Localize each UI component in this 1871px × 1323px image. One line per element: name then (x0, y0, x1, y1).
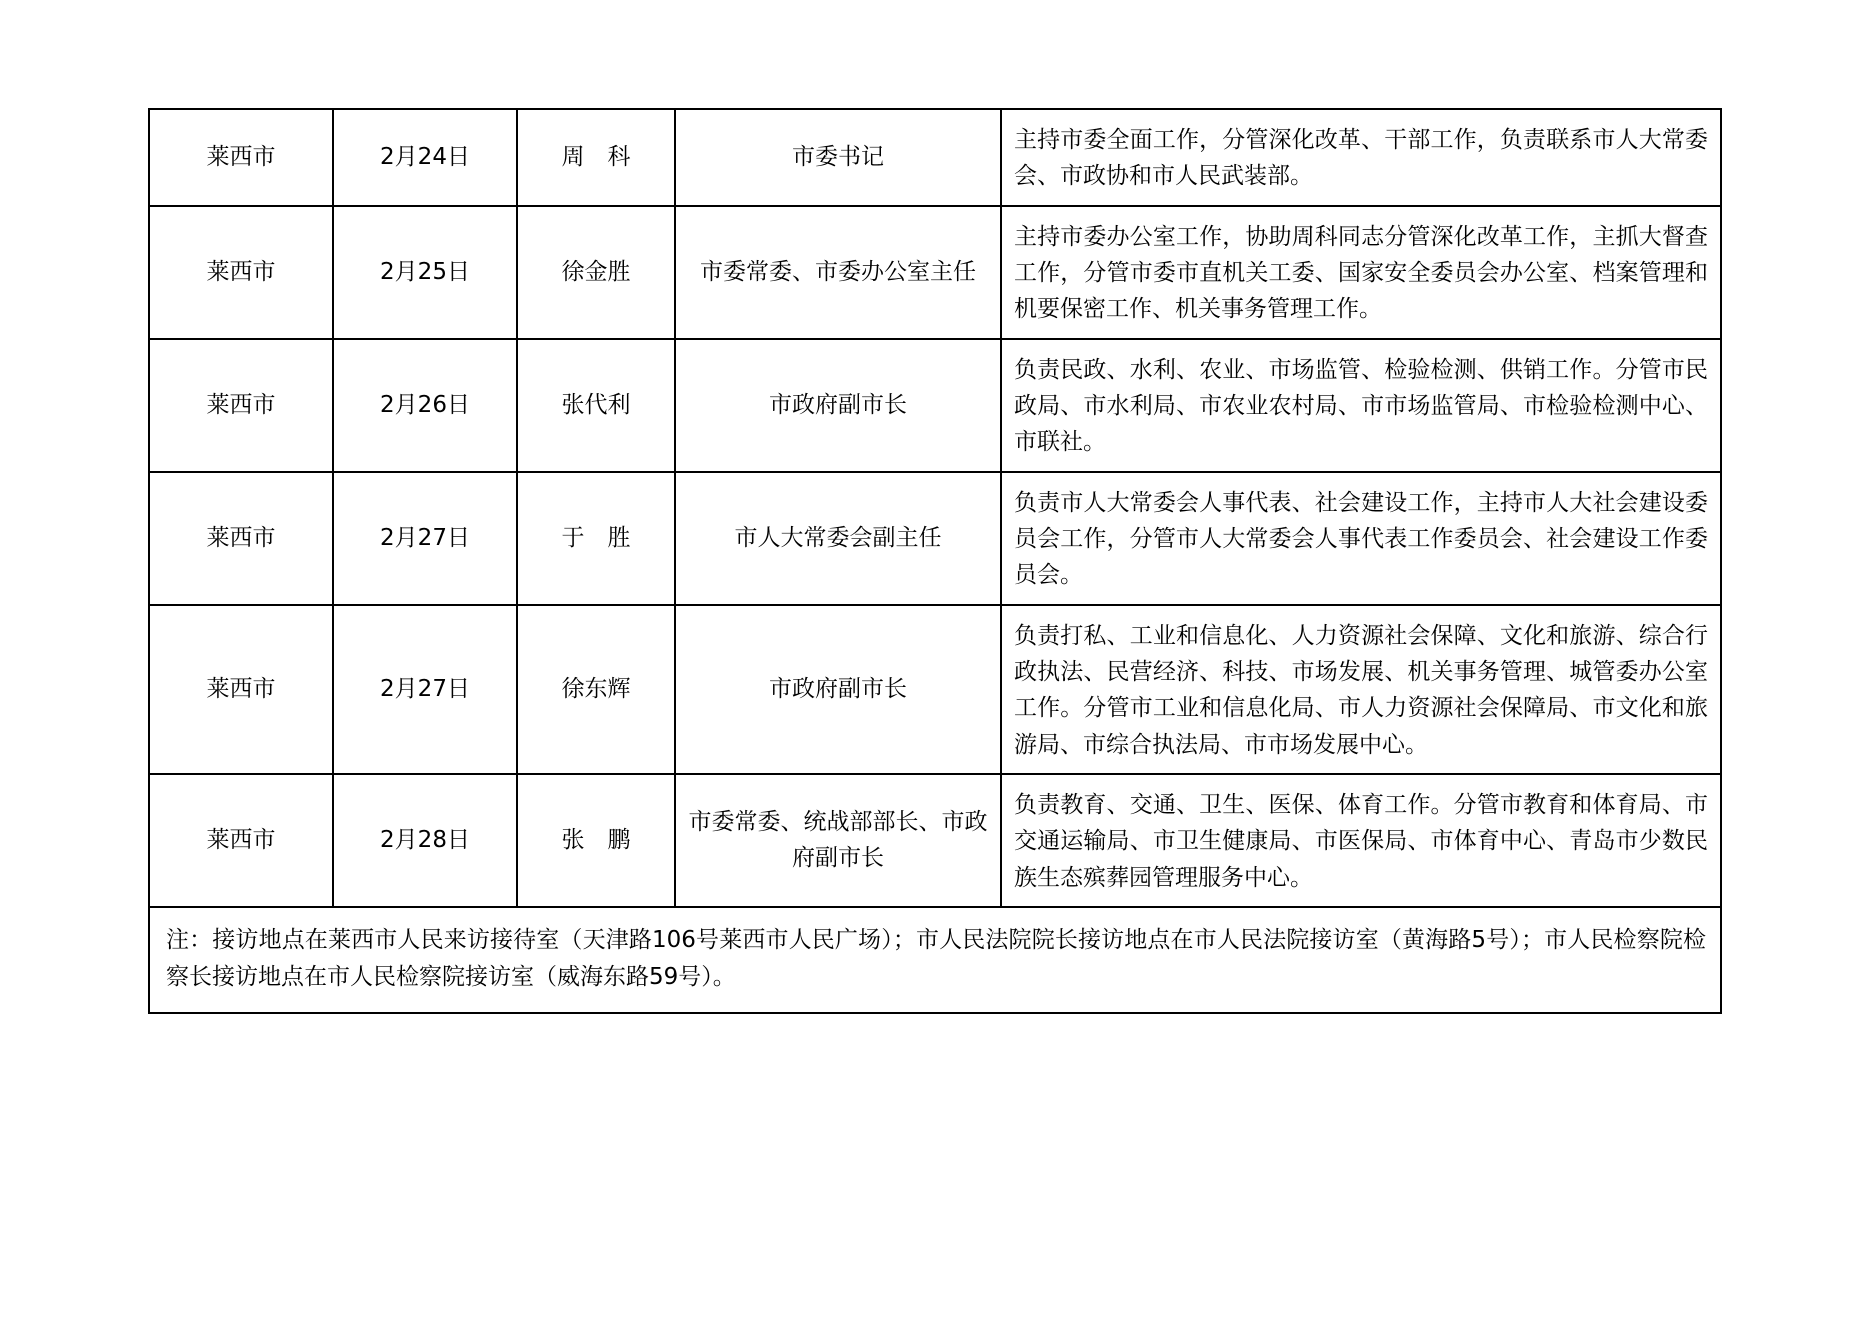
cell-position: 市政府副市长 (675, 605, 1001, 774)
cell-date: 2月25日 (333, 206, 517, 339)
cell-name: 张代利 (517, 339, 675, 472)
reception-schedule-table (148, 108, 1722, 1014)
cell-name: 周 科 (517, 109, 675, 206)
cell-position: 市委常委、统战部部长、市政府副市长 (675, 774, 1001, 907)
cell-date: 2月28日 (333, 774, 517, 907)
table-row (149, 774, 1721, 907)
cell-city: 莱西市 (149, 109, 333, 206)
cell-city: 莱西市 (149, 206, 333, 339)
cell-name: 徐金胜 (517, 206, 675, 339)
cell-duties: 负责打私、工业和信息化、人力资源社会保障、文化和旅游、综合行政执法、民营经济、科技、市场发展、机关事务管理、城管委办公室工作。分管市工业和信息化局、市人力资源社会保障局、市文化和旅游局、市综合执法局、市市场发展中心。 (1001, 605, 1721, 774)
cell-city: 莱西市 (149, 774, 333, 907)
cell-duties: 负责教育、交通、卫生、医保、体育工作。分管市教育和体育局、市交通运输局、市卫生健康局、市医保局、市体育中心、青岛市少数民族生态殡葬园管理服务中心。 (1001, 774, 1721, 907)
cell-position: 市人大常委会副主任 (675, 472, 1001, 605)
cell-city: 莱西市 (149, 339, 333, 472)
table-note-row (149, 907, 1721, 1014)
cell-city: 莱西市 (149, 605, 333, 774)
cell-duties: 负责市人大常委会人事代表、社会建设工作，主持市人大社会建设委员会工作，分管市人大常委会人事代表工作委员会、社会建设工作委员会。 (1001, 472, 1721, 605)
table-row (149, 206, 1721, 339)
cell-name: 张 鹏 (517, 774, 675, 907)
cell-duties: 负责民政、水利、农业、市场监管、检验检测、供销工作。分管市民政局、市水利局、市农业农村局、市市场监管局、市检验检测中心、市联社。 (1001, 339, 1721, 472)
table-row (149, 472, 1721, 605)
cell-duties: 主持市委办公室工作，协助周科同志分管深化改革工作，主抓大督查工作，分管市委市直机关工委、国家安全委员会办公室、档案管理和机要保密工作、机关事务管理工作。 (1001, 206, 1721, 339)
cell-position: 市政府副市长 (675, 339, 1001, 472)
cell-position: 市委书记 (675, 109, 1001, 206)
cell-name: 于 胜 (517, 472, 675, 605)
table-row (149, 339, 1721, 472)
cell-date: 2月27日 (333, 472, 517, 605)
cell-duties: 主持市委全面工作，分管深化改革、干部工作，负责联系市人大常委会、市政协和市人民武装部。 (1001, 109, 1721, 206)
cell-date: 2月24日 (333, 109, 517, 206)
cell-date: 2月27日 (333, 605, 517, 774)
table-note: 注：接访地点在莱西市人民来访接待室（天津路106号莱西市人民广场）；市人民法院院长接访地点在市人民法院接访室（黄海路5号）；市人民检察院检察长接访地点在市人民检察院接访室（威海东路59号）。 (149, 907, 1721, 1014)
cell-position: 市委常委、市委办公室主任 (675, 206, 1001, 339)
cell-name: 徐东辉 (517, 605, 675, 774)
table-row (149, 605, 1721, 774)
table-row (149, 109, 1721, 206)
cell-date: 2月26日 (333, 339, 517, 472)
table-body (149, 109, 1721, 1013)
cell-city: 莱西市 (149, 472, 333, 605)
